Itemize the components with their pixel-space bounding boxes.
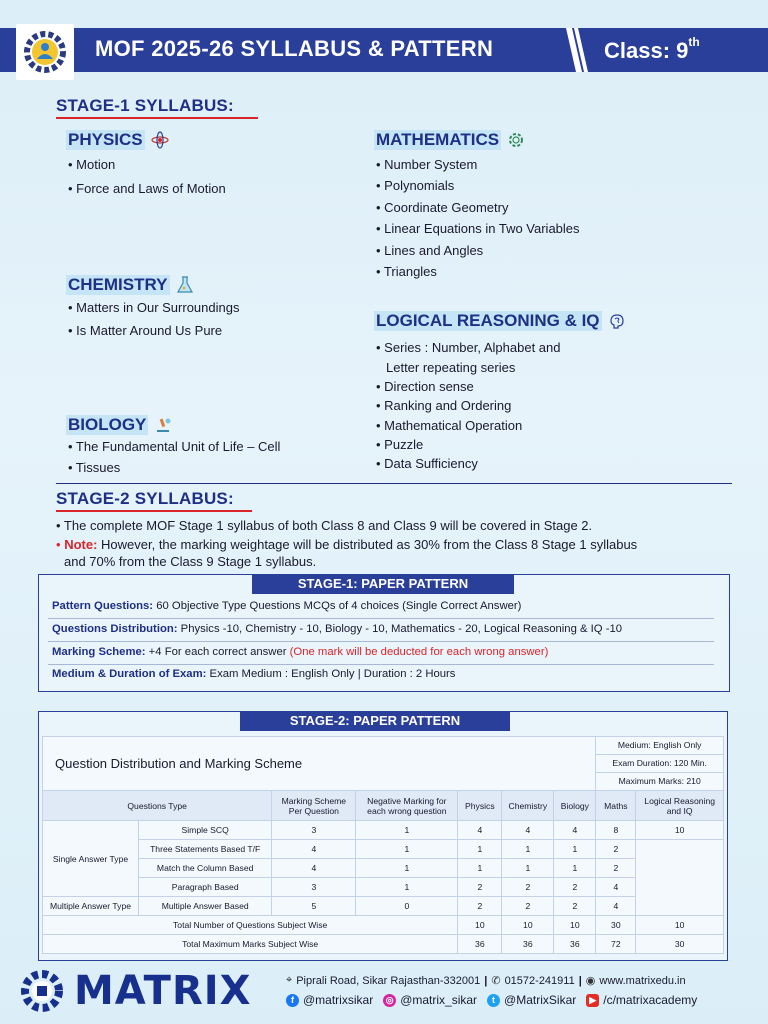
social-line (286, 993, 697, 1007)
cell-chem: 2 (502, 878, 554, 897)
chemistry-item: • Matters in Our Surroundings (68, 300, 240, 315)
globe-icon: ◉ (585, 975, 596, 987)
th-lr: Logical Reasoning and IQ (636, 791, 724, 821)
cell-neg: 0 (356, 897, 458, 916)
biology-item: • Tissues (68, 460, 121, 475)
cell-chem: 1 (502, 840, 554, 859)
cell-phy: 10 (458, 916, 502, 935)
gear-logo-icon (22, 29, 68, 75)
cell-phy: 36 (458, 935, 502, 954)
stage2-pattern-table (42, 736, 724, 954)
twitter-icon: t (487, 994, 500, 1007)
th-maths: Maths (596, 791, 636, 821)
stage2-heading: STAGE-2 SYLLABUS: (56, 489, 234, 508)
footer-brand (16, 968, 251, 1014)
table-row (43, 878, 724, 897)
header-divider (566, 28, 588, 72)
stage2-pattern-title: STAGE-2: PAPER PATTERN (240, 711, 510, 731)
mathematics-heading (374, 130, 525, 150)
cell-scheme: 3 (272, 878, 356, 897)
exam-duration: Exam Duration: 120 Min. (596, 755, 723, 773)
website-link[interactable]: www.matrixedu.in (599, 974, 686, 987)
pattern-row (52, 600, 521, 612)
table-row (43, 859, 724, 878)
chemistry-title: CHEMISTRY (68, 275, 168, 294)
row-divider (48, 664, 714, 665)
logical-item: • Ranking and Ordering (376, 398, 512, 413)
cell-qname: Simple SCQ (139, 821, 272, 840)
logical-item: Letter repeating series (386, 360, 516, 375)
row-divider (48, 618, 714, 619)
logical-item: • Mathematical Operation (376, 418, 523, 433)
cell-phy: 1 (458, 840, 502, 859)
cell-scheme: 3 (272, 821, 356, 840)
table-row (43, 821, 724, 840)
stage2-line1: • The complete MOF Stage 1 syllabus of both Class 8 and Class 9 will be covered in Stage 2. (56, 518, 593, 533)
th-negative: Negative Marking for each wrong question (356, 791, 458, 821)
th-biology: Biology (554, 791, 596, 821)
pattern-row-text: 60 Objective Type Questions MCQs of 4 choices (Single Correct Answer) (153, 600, 522, 612)
pattern-row-label: Medium & Duration of Exam: (52, 668, 207, 680)
cell-bio: 2 (554, 897, 596, 916)
cell-chem: 1 (502, 859, 554, 878)
cell-neg: 1 (356, 878, 458, 897)
youtube-icon: ▶ (586, 994, 599, 1007)
math-item: • Lines and Angles (376, 243, 484, 258)
page-title: MOF 2025-26 SYLLABUS & PATTERN (95, 36, 494, 61)
address: Piprali Road, Sikar Rajasthan-332001 (296, 974, 481, 987)
twitter-link[interactable]: @MatrixSikar (504, 993, 577, 1007)
stage1-pattern-title: STAGE-1: PAPER PATTERN (252, 574, 514, 594)
cell-bio: 4 (554, 821, 596, 840)
chemistry-heading (66, 275, 194, 295)
cell-chem: 4 (502, 821, 554, 840)
logical-item: • Series : Number, Alphabet and (376, 340, 561, 355)
brand-name: MATRIX (74, 968, 252, 1014)
phone-icon: ✆ (491, 975, 501, 987)
separator: | (484, 974, 488, 987)
distribution-title: Question Distribution and Marking Scheme (43, 737, 458, 791)
stage2-note-label: Note: (64, 537, 98, 552)
pattern-row-text: Exam Medium : English Only | Duration : 2 Hours (206, 668, 456, 680)
cell-phy: 4 (458, 821, 502, 840)
facebook-link[interactable]: @matrixsikar (303, 993, 374, 1007)
cell-math: 8 (596, 821, 636, 840)
pattern-row-label: Questions Distribution: (52, 623, 178, 635)
math-item: • Number System (376, 157, 478, 172)
stage1-heading: STAGE-1 SYLLABUS: (56, 96, 234, 115)
cell-neg: 1 (356, 821, 458, 840)
blank-cell (458, 737, 596, 791)
cell-chem: 10 (502, 916, 554, 935)
school-logo (16, 24, 74, 80)
cell-scheme: 4 (272, 840, 356, 859)
pattern-row-text: +4 For each correct answer (145, 646, 290, 658)
phone: 01572-241911 (504, 974, 575, 987)
pattern-row-label: Marking Scheme: (52, 646, 146, 658)
class-sup: th (688, 34, 700, 49)
th-physics: Physics (458, 791, 502, 821)
cell-lr-empty (636, 840, 724, 916)
cell-bio: 1 (554, 859, 596, 878)
math-item: • Polynomials (376, 178, 455, 193)
cell-lr: 30 (636, 935, 724, 954)
stage2-line3: and 70% from the Class 9 Stage 1 syllabus. (64, 554, 317, 569)
logical-heading (374, 311, 626, 331)
math-item: • Linear Equations in Two Variables (376, 221, 580, 236)
instagram-link[interactable]: @matrix_sikar (400, 993, 478, 1007)
physics-title: PHYSICS (68, 130, 143, 149)
math-item: • Coordinate Geometry (376, 200, 509, 215)
biology-item: • The Fundamental Unit of Life – Cell (68, 439, 281, 454)
th-scheme: Marking Scheme Per Question (272, 791, 356, 821)
cell-bio: 2 (554, 878, 596, 897)
gear-math-icon (507, 131, 525, 149)
location-icon: ⌖ (286, 974, 293, 986)
cell-math: 2 (596, 840, 636, 859)
chemistry-item: • Is Matter Around Us Pure (68, 323, 223, 338)
stage2-note-text: However, the marking weightage will be distributed as 30% from the Class 8 Stage 1 syllabus (97, 537, 638, 552)
cell-neg: 1 (356, 840, 458, 859)
stage2-underline (56, 510, 252, 512)
pattern-row (52, 623, 622, 635)
exam-medium: Medium: English Only (596, 737, 723, 755)
cell-qname: Multiple Answer Based (139, 897, 272, 916)
cell-scheme: 4 (272, 859, 356, 878)
logical-item: • Direction sense (376, 379, 474, 394)
cell-bio: 10 (554, 916, 596, 935)
pattern-row-label: Pattern Questions: (52, 600, 154, 612)
separator: | (578, 974, 582, 987)
instagram-icon: ◎ (383, 994, 396, 1007)
cell-math: 30 (596, 916, 636, 935)
pattern-row (52, 646, 548, 658)
logical-item: • Data Sufficiency (376, 456, 478, 471)
stage2-bullet: • (56, 537, 61, 552)
flask-icon (176, 276, 194, 294)
logical-title: LOGICAL REASONING & IQ (376, 311, 600, 330)
cell-math: 2 (596, 859, 636, 878)
brain-icon (608, 312, 626, 330)
cell-phy: 1 (458, 859, 502, 878)
facebook-icon: f (286, 994, 299, 1007)
th-qtype: Questions Type (43, 791, 272, 821)
cell-scheme: 5 (272, 897, 356, 916)
physics-item: • Motion (68, 157, 116, 172)
contact-line (286, 974, 686, 987)
section-divider (56, 483, 732, 484)
pattern-row-warning: (One mark will be deducted for each wrong answer) (289, 646, 549, 658)
cell-bio: 36 (554, 935, 596, 954)
pattern-row-text: Physics -10, Chemistry - 10, Biology - 10, Mathematics - 20, Logical Reasoning & IQ -10 (177, 623, 623, 635)
row-divider (48, 641, 714, 642)
pattern-row (52, 668, 455, 680)
cell-math: 72 (596, 935, 636, 954)
stage1-underline (56, 117, 258, 119)
cell-phy: 2 (458, 897, 502, 916)
atom-icon (151, 131, 169, 149)
logical-item: • Puzzle (376, 437, 424, 452)
cell-qname: Paragraph Based (139, 878, 272, 897)
cell-math: 4 (596, 878, 636, 897)
cell-phy: 2 (458, 878, 502, 897)
cell-lr: 10 (636, 821, 724, 840)
table-row (43, 840, 724, 859)
math-item: • Triangles (376, 264, 437, 279)
class-label (604, 34, 700, 64)
exam-info-cell (596, 737, 724, 791)
stage2-line2 (56, 536, 746, 554)
biology-heading (66, 415, 172, 435)
matrix-gear-icon (16, 968, 68, 1014)
table-row (43, 916, 724, 935)
cell-bio: 1 (554, 840, 596, 859)
single-answer-group: Single Answer Type (43, 821, 139, 897)
physics-heading (66, 130, 169, 150)
table-row (43, 897, 724, 916)
th-chemistry: Chemistry (502, 791, 554, 821)
total-questions-label: Total Number of Questions Subject Wise (43, 916, 458, 935)
youtube-link[interactable]: /c/matrixacademy (603, 993, 698, 1007)
mathematics-title: MATHEMATICS (376, 130, 500, 149)
total-marks-label: Total Maximum Marks Subject Wise (43, 935, 458, 954)
biology-title: BIOLOGY (68, 415, 147, 434)
table-row (43, 935, 724, 954)
cell-neg: 1 (356, 859, 458, 878)
cell-qname: Three Statements Based T/F (139, 840, 272, 859)
cell-chem: 36 (502, 935, 554, 954)
multiple-answer-group: Multiple Answer Type (43, 897, 139, 916)
microscope-icon (154, 416, 172, 434)
exam-max-marks: Maximum Marks: 210 (618, 776, 701, 786)
cell-qname: Match the Column Based (139, 859, 272, 878)
cell-lr: 10 (636, 916, 724, 935)
cell-math: 4 (596, 897, 636, 916)
cell-chem: 2 (502, 897, 554, 916)
class-text: Class: 9 (604, 38, 689, 63)
physics-item: • Force and Laws of Motion (68, 181, 226, 196)
